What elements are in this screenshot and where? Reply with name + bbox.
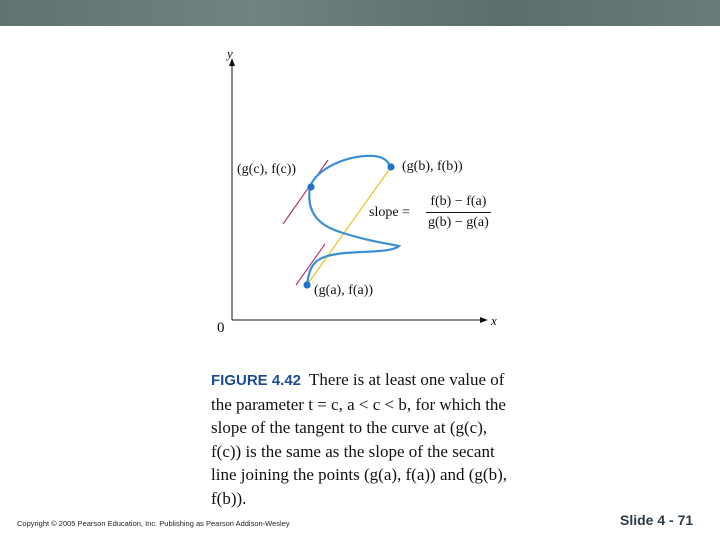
slope-fraction [426, 194, 491, 231]
caption-text: There is at least one value of the parameter t = c, a < c < b, for which the slope of the tangent to the curve at (g(c), f(c)) is the same as the slope of the secant line joining the points (g(a), f(a)) and (g(b), f(b)). [211, 370, 507, 508]
fraction-bar [426, 212, 491, 213]
x-axis-arrow [480, 317, 488, 323]
figure-caption [211, 368, 521, 510]
slope-label: slope = [369, 205, 410, 220]
x-axis-label: x [491, 313, 497, 328]
slope-numerator: f(b) − f(a) [430, 194, 487, 209]
figure-number: FIGURE 4.42 [211, 372, 302, 389]
point-b-label: (g(b), f(b)) [402, 159, 463, 174]
point-a-label: (g(a), f(a)) [314, 283, 374, 298]
slide-number: Slide 4 - 71 [620, 512, 694, 528]
slope-denominator: g(b) − g(a) [428, 215, 489, 230]
point-c-label: (g(c), f(c)) [237, 162, 297, 177]
point-a-dot [303, 281, 310, 288]
y-axis-label: y [227, 46, 233, 61]
copyright-notice: Copyright © 2005 Pearson Education, Inc. Publishing as Pearson Addison-Wesley [17, 519, 290, 528]
point-b-dot [387, 163, 394, 170]
tangent-line-lower [296, 244, 325, 285]
point-c-dot [307, 183, 314, 190]
secant-line [307, 167, 391, 285]
origin-label: 0 [217, 320, 225, 336]
